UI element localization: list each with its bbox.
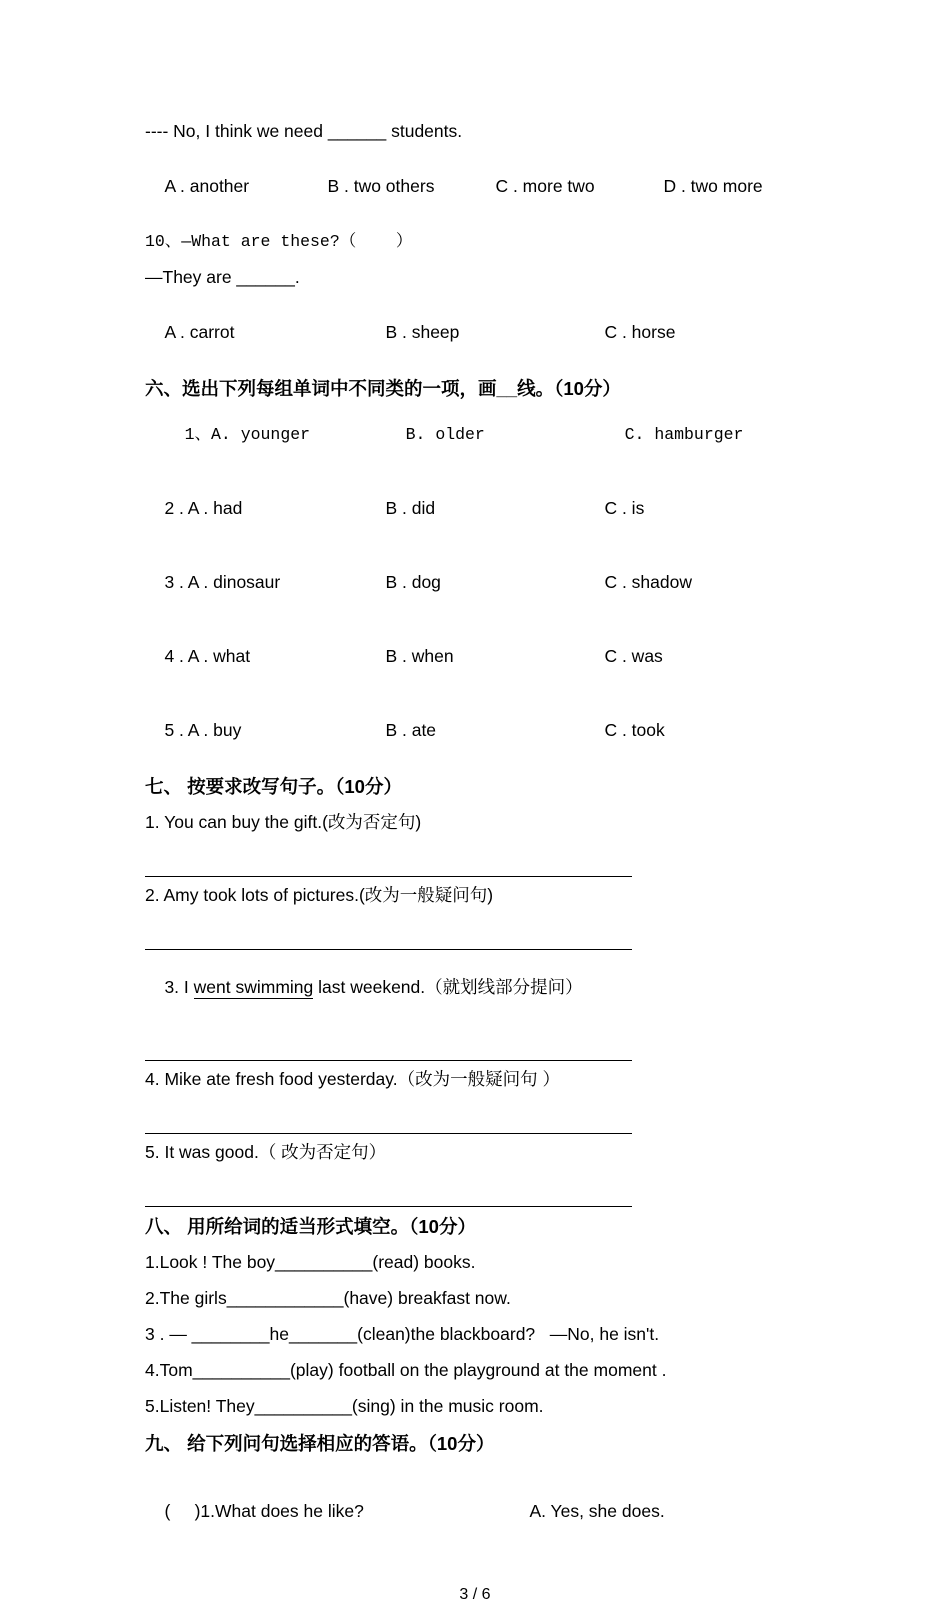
- section7-title: 七、 按要求改写句子。（10分）: [145, 776, 402, 797]
- q10-option-c: C . horse: [604, 322, 676, 342]
- s6r1-option-a: 1、A. younger: [184, 425, 311, 444]
- section9-question-1: [145, 1483, 950, 1540]
- section8-item-5: 5.Listen! They__________(sing) in the music room.: [145, 1396, 544, 1416]
- q9-option-a: A . another: [164, 176, 250, 196]
- section8-item-4: 4.Tom__________(play) football on the playground at the moment .: [145, 1360, 667, 1380]
- section6-row-3: [145, 554, 950, 611]
- answer-blank-line: [145, 1162, 632, 1207]
- s6r4-option-b: B . when: [385, 646, 454, 666]
- s7i3-pre: 3. I: [164, 977, 194, 997]
- q9-options-row: [145, 158, 950, 215]
- s6r2-option-a: 2 . A . had: [164, 498, 243, 518]
- section8-item-3: 3 . — ________he_______(clean)the blackboard? —No, he isn't.: [145, 1324, 660, 1344]
- answer-blank-line: [145, 1016, 632, 1061]
- q9-stem-line: ---- No, I think we need ______ students.: [145, 121, 463, 141]
- s6r5-option-b: B . ate: [385, 720, 437, 740]
- section7-item-4: 4. Mike ate fresh food yesterday.（改为一般疑问句 ）: [145, 1069, 560, 1089]
- q10-options-row: [145, 304, 950, 361]
- answer-blank-line: [145, 832, 632, 877]
- section7-item-2: 2. Amy took lots of pictures.(改为一般疑问句): [145, 885, 494, 905]
- section8-item-2: 2.The girls____________(have) breakfast now.: [145, 1288, 511, 1308]
- q10-option-b: B . sheep: [385, 322, 460, 342]
- s6r3-option-b: B . dog: [385, 572, 441, 592]
- q9-option-d: D . two more: [663, 176, 763, 196]
- q9-option-b: B . two others: [327, 176, 435, 196]
- section8-title: 八、 用所给词的适当形式填空。（10分）: [145, 1216, 476, 1237]
- section7-item-3: [145, 959, 950, 1016]
- q10-stem: 10、—What are these?（ ）: [145, 232, 413, 251]
- s7i3-underlined-phrase: went swimming: [193, 977, 314, 997]
- s6r1-option-b: B. older: [405, 425, 485, 444]
- s6r3-option-a: 3 . A . dinosaur: [164, 572, 281, 592]
- section8-item-1: 1.Look ! The boy__________(read) books.: [145, 1252, 476, 1272]
- s6r3-option-c: C . shadow: [604, 572, 692, 592]
- section6-row-4: [145, 628, 950, 685]
- s6r2-option-c: C . is: [604, 498, 645, 518]
- s6r1-option-c: C. hamburger: [624, 425, 744, 444]
- section7-item-1: 1. You can buy the gift.(改为否定句): [145, 812, 422, 832]
- s6r2-option-b: B . did: [385, 498, 436, 518]
- q9-option-c: C . more two: [495, 176, 595, 196]
- q10-option-a: A . carrot: [164, 322, 235, 342]
- s7i3-post: last weekend.（就划线部分提问）: [313, 977, 583, 997]
- section6-title: 六、选出下列每组单词中不同类的一项，画__线。（10分）: [145, 378, 621, 399]
- section7-item-5: 5. It was good.（ 改为否定句）: [145, 1142, 387, 1162]
- section6-row-1: [145, 406, 950, 463]
- s6r5-option-c: C . took: [604, 720, 665, 740]
- page-number: 3 / 6: [459, 1586, 491, 1603]
- s9q1-question: ( )1.What does he like?: [164, 1501, 364, 1521]
- answer-blank-line: [145, 1089, 632, 1134]
- section9-title: 九、 给下列问句选择相应的答语。（10分）: [145, 1433, 495, 1454]
- answer-blank-line: [145, 905, 632, 950]
- q10-stem-line2: —They are ______.: [145, 267, 300, 287]
- section6-row-2: [145, 480, 950, 537]
- s6r4-option-a: 4 . A . what: [164, 646, 251, 666]
- s9q1-answer-option: A. Yes, she does.: [529, 1501, 665, 1521]
- s6r4-option-c: C . was: [604, 646, 663, 666]
- section6-row-5: [145, 702, 950, 759]
- s6r5-option-a: 5 . A . buy: [164, 720, 242, 740]
